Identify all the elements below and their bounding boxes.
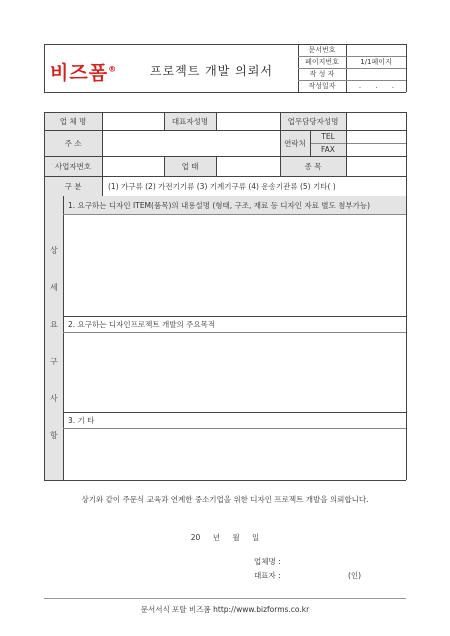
item3-field[interactable] xyxy=(63,428,406,480)
meta-value-date[interactable]: . . . xyxy=(358,82,400,90)
document-title: 프로젝트 개발 의뢰서 xyxy=(150,64,273,78)
meta-label-date: 작성일자 xyxy=(308,82,336,90)
meta-value-pageno[interactable]: 1/1페이지 xyxy=(360,58,392,66)
side-char: 요 xyxy=(50,320,58,329)
company-name-label: 업체명 : xyxy=(254,557,281,566)
bizno-label: 사업자번호 xyxy=(44,156,102,176)
bizitem-label: 종 목 xyxy=(280,156,346,176)
category-label: 구 분 xyxy=(44,176,102,196)
item2-heading: 2. 요구하는 디자인프로젝트 개발의 주요목적 xyxy=(68,319,216,329)
meta-label-docno: 문서번호 xyxy=(308,46,336,54)
footer-link[interactable]: 문서서식 포탈 비즈폼 http://www.bizforms.co.kr xyxy=(140,605,310,614)
category-options[interactable]: (1) 가구류 (2) 가전기기류 (3) 기계기구류 (4) 운송기관류 (5) 기타( ) xyxy=(108,181,336,191)
biztype-field[interactable] xyxy=(216,156,280,176)
tel-field[interactable] xyxy=(346,130,406,143)
meta-value-docno[interactable] xyxy=(346,44,406,56)
seal-mark: (인) xyxy=(348,571,362,580)
address-label: 주 소 xyxy=(44,130,102,156)
tel-label: TEL xyxy=(310,130,346,143)
fax-label: FAX xyxy=(310,143,346,156)
footer-divider xyxy=(44,598,406,599)
bizforms-logo xyxy=(50,58,117,85)
company-field[interactable] xyxy=(102,112,164,130)
request-statement: 상기와 같이 주문식 교육과 연계한 중소기업을 위한 디자인 프로젝트 개발을 의뢰합니다. xyxy=(81,495,369,504)
meta-label-pageno: 페이지번호 xyxy=(305,58,339,66)
date-line: 20 년 월 일 xyxy=(190,533,260,542)
logo-mark: ® xyxy=(108,64,118,74)
address-field[interactable] xyxy=(102,130,280,156)
item3-heading: 3. 기 타 xyxy=(68,415,95,425)
item1-field[interactable] xyxy=(63,214,406,316)
logo-text: 비즈폼 xyxy=(50,62,109,84)
meta-value-author[interactable] xyxy=(346,68,406,80)
fax-field[interactable] xyxy=(346,143,406,156)
side-char: 항 xyxy=(50,431,58,440)
side-char: 상 xyxy=(50,246,58,255)
side-char: 사 xyxy=(50,394,58,403)
manager-label: 업무담당자성명 xyxy=(280,112,346,130)
manager-field[interactable] xyxy=(346,112,406,130)
representative-label: 대표자 : xyxy=(254,571,281,580)
item2-field[interactable] xyxy=(63,332,406,412)
side-char: 구 xyxy=(50,357,58,366)
bizno-field[interactable] xyxy=(102,156,164,176)
company-label: 업 체 명 xyxy=(44,112,102,130)
bizitem-field[interactable] xyxy=(346,156,406,176)
item1-heading: 1. 요구하는 디자인 ITEM(품목)의 내용설명 (형태, 구조, 재료 등 디자인 자료 별도 첨부가능) xyxy=(63,196,406,214)
biztype-label: 업 태 xyxy=(164,156,216,176)
contact-label: 연락처 xyxy=(280,130,310,156)
side-char: 세 xyxy=(50,283,58,292)
meta-label-author: 작 성 자 xyxy=(309,70,335,78)
ceo-label: 대표자성명 xyxy=(164,112,216,130)
ceo-field[interactable] xyxy=(216,112,280,130)
